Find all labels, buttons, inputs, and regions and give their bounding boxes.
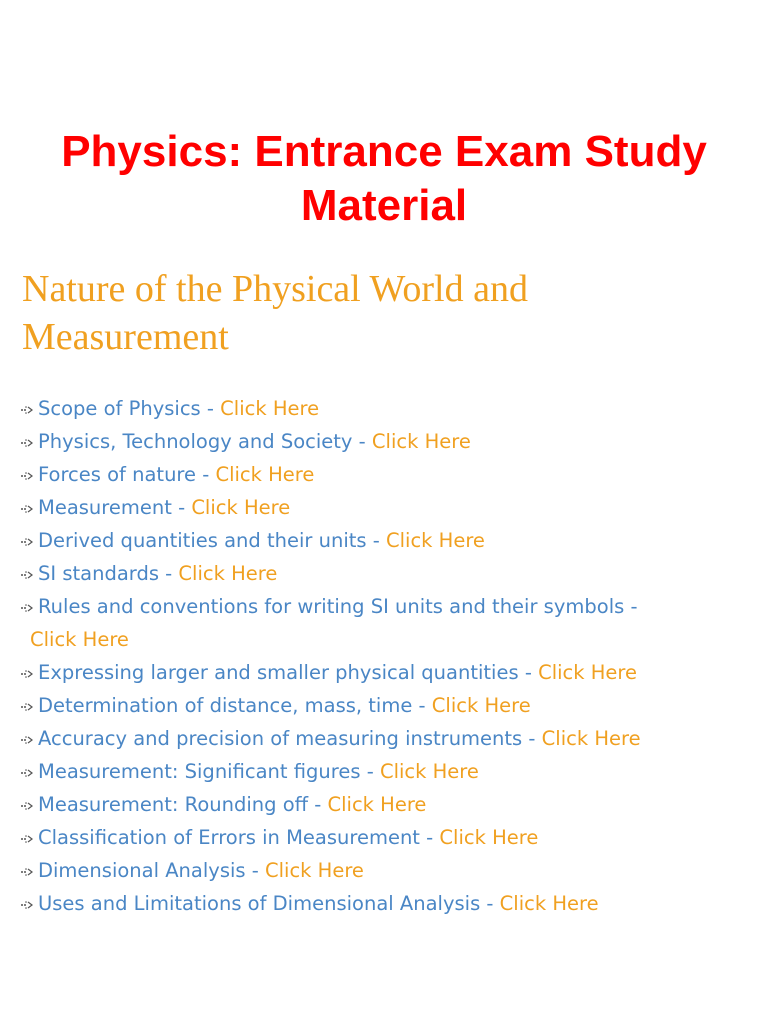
- list-item: [20, 656, 740, 689]
- click-here-link[interactable]: Click Here: [386, 529, 485, 552]
- page-title: Physics: Entrance Exam Study Material: [61, 127, 707, 230]
- list-item: [20, 458, 740, 491]
- separator: -: [518, 661, 539, 684]
- click-here-link[interactable]: Click Here: [538, 661, 637, 684]
- separator: -: [352, 430, 372, 453]
- click-here-link[interactable]: Click Here: [431, 694, 531, 717]
- dotted-arrow-icon: [20, 898, 36, 912]
- separator: -: [196, 463, 216, 486]
- separator: -: [412, 694, 432, 717]
- topic-label: Scope of Physics: [38, 397, 201, 420]
- list-item: [20, 887, 740, 920]
- list-item: [20, 755, 740, 788]
- separator: -: [308, 793, 328, 816]
- click-here-link[interactable]: Click Here: [371, 430, 471, 453]
- click-here-link[interactable]: Click Here: [379, 760, 479, 783]
- dotted-arrow-icon: [20, 535, 36, 549]
- topic-label: Uses and Limitations of Dimensional Analysis: [38, 892, 481, 915]
- topic-label: Measurement: [38, 496, 172, 519]
- click-here-link[interactable]: Click Here: [191, 496, 291, 519]
- topic-label: Classification of Errors in Measurement: [38, 826, 420, 849]
- separator: -: [624, 595, 638, 618]
- dotted-arrow-icon: [20, 865, 36, 879]
- topic-label: Rules and conventions for writing SI units and their symbols: [38, 595, 625, 618]
- topic-label: SI standards: [38, 562, 159, 585]
- topic-label: Determination of distance, mass, time: [38, 694, 413, 717]
- topic-label: Forces of nature: [38, 463, 197, 486]
- click-here-link[interactable]: Click Here: [30, 628, 129, 651]
- dotted-arrow-icon: [20, 403, 36, 417]
- dotted-arrow-icon: [20, 601, 36, 615]
- list-item: [20, 557, 740, 590]
- section-heading: Nature of the Physical World and Measurement: [22, 268, 528, 358]
- topic-label: Accuracy and precision of measuring instruments: [38, 727, 523, 750]
- list-item: [20, 425, 740, 458]
- dotted-arrow-icon: [20, 436, 36, 450]
- click-here-link[interactable]: Click Here: [327, 793, 427, 816]
- separator: -: [158, 562, 179, 585]
- click-here-link[interactable]: Click Here: [215, 463, 315, 486]
- dotted-arrow-icon: [20, 502, 36, 516]
- click-here-link[interactable]: Click Here: [541, 727, 641, 750]
- dotted-arrow-icon: [20, 667, 36, 681]
- dotted-arrow-icon: [20, 733, 36, 747]
- wrap-continuation: [20, 623, 740, 656]
- list-item: [20, 491, 740, 524]
- list-item: [20, 590, 740, 656]
- list-item: [20, 821, 740, 854]
- click-here-link[interactable]: Click Here: [220, 397, 320, 420]
- topic-label: Measurement: Significant figures: [38, 760, 361, 783]
- separator: -: [360, 760, 380, 783]
- separator: -: [522, 727, 542, 750]
- topic-list: [20, 392, 740, 920]
- separator: -: [366, 529, 386, 552]
- click-here-link[interactable]: Click Here: [439, 826, 539, 849]
- topic-label: Measurement: Rounding off: [38, 793, 309, 816]
- dotted-arrow-icon: [20, 832, 36, 846]
- list-item: [20, 689, 740, 722]
- click-here-link[interactable]: Click Here: [499, 892, 599, 915]
- topic-label: Derived quantities and their units: [38, 529, 367, 552]
- separator: -: [200, 397, 221, 420]
- click-here-link[interactable]: Click Here: [265, 859, 364, 882]
- dotted-arrow-icon: [20, 469, 36, 483]
- dotted-arrow-icon: [20, 766, 36, 780]
- dotted-arrow-icon: [20, 799, 36, 813]
- separator: -: [245, 859, 265, 882]
- list-item: [20, 788, 740, 821]
- topic-label: Expressing larger and smaller physical quantities: [38, 661, 519, 684]
- list-item: [20, 392, 740, 425]
- dotted-arrow-icon: [20, 700, 36, 714]
- click-here-link[interactable]: Click Here: [178, 562, 278, 585]
- separator: -: [480, 892, 500, 915]
- topic-label: Dimensional Analysis: [38, 859, 246, 882]
- list-item: [20, 722, 740, 755]
- topic-label: Physics, Technology and Society: [38, 430, 353, 453]
- separator: -: [419, 826, 440, 849]
- list-item: [20, 524, 740, 557]
- dotted-arrow-icon: [20, 568, 36, 582]
- list-item: [20, 854, 740, 887]
- separator: -: [171, 496, 192, 519]
